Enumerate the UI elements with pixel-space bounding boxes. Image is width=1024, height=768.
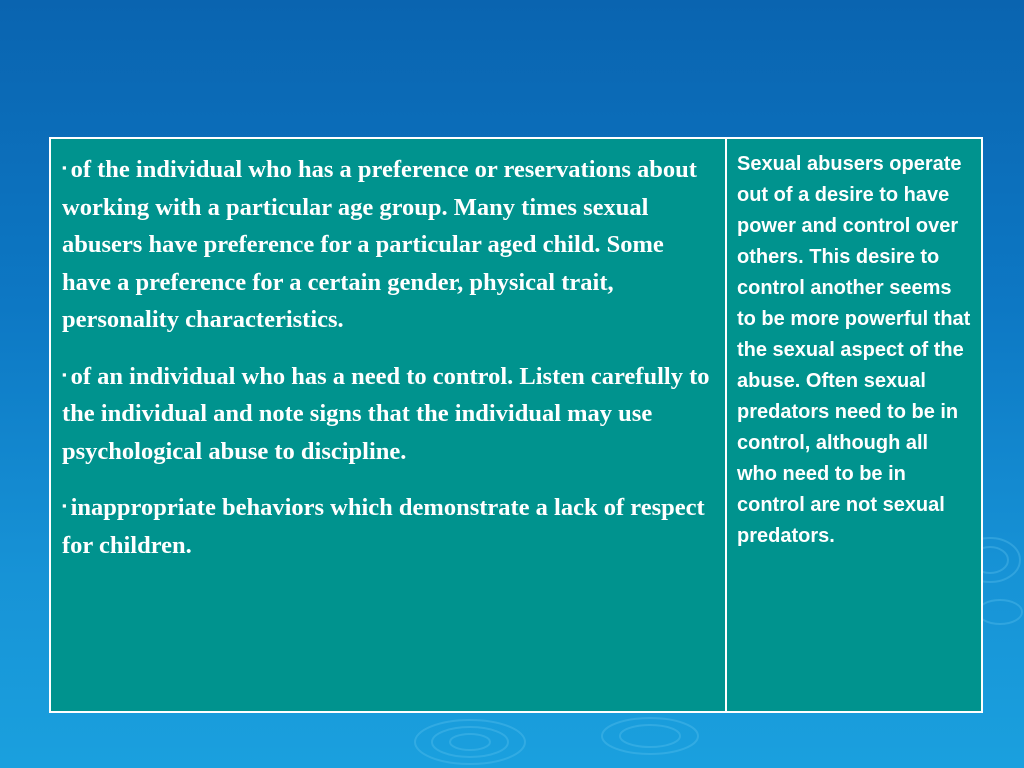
table-cell-left	[51, 139, 727, 711]
bullet-text: of the individual who has a preference or reservations about working with a particular age group. Many times sexual abusers have preference for a particular aged child. Some have a preference for a certain gender, physical trait, personality characteristics.	[62, 156, 697, 333]
bullet-item	[62, 149, 715, 339]
side-note-text: Sexual abusers operate out of a desire to have power and control over others. This desire to control another seems to be more powerful that the sexual aspect of the abuse. Often sexual predators need to be in control, although all who need to be in control are not sexual predators.	[737, 153, 971, 547]
bullet-text: of an individual who has a need to control. Listen carefully to the individual and note signs that the individual may use psychological abuse to discipline.	[62, 362, 710, 465]
square-bullet-icon: ▪	[62, 498, 67, 513]
square-bullet-icon: ▪	[62, 160, 67, 175]
square-bullet-icon: ▪	[62, 366, 67, 382]
bullet-text: inappropriate behaviors which demonstrate a lack of respect for children.	[62, 494, 705, 559]
bullet-item	[62, 487, 715, 564]
table-cell-right	[727, 139, 981, 711]
bullet-item	[62, 356, 715, 471]
content-table	[49, 137, 983, 713]
